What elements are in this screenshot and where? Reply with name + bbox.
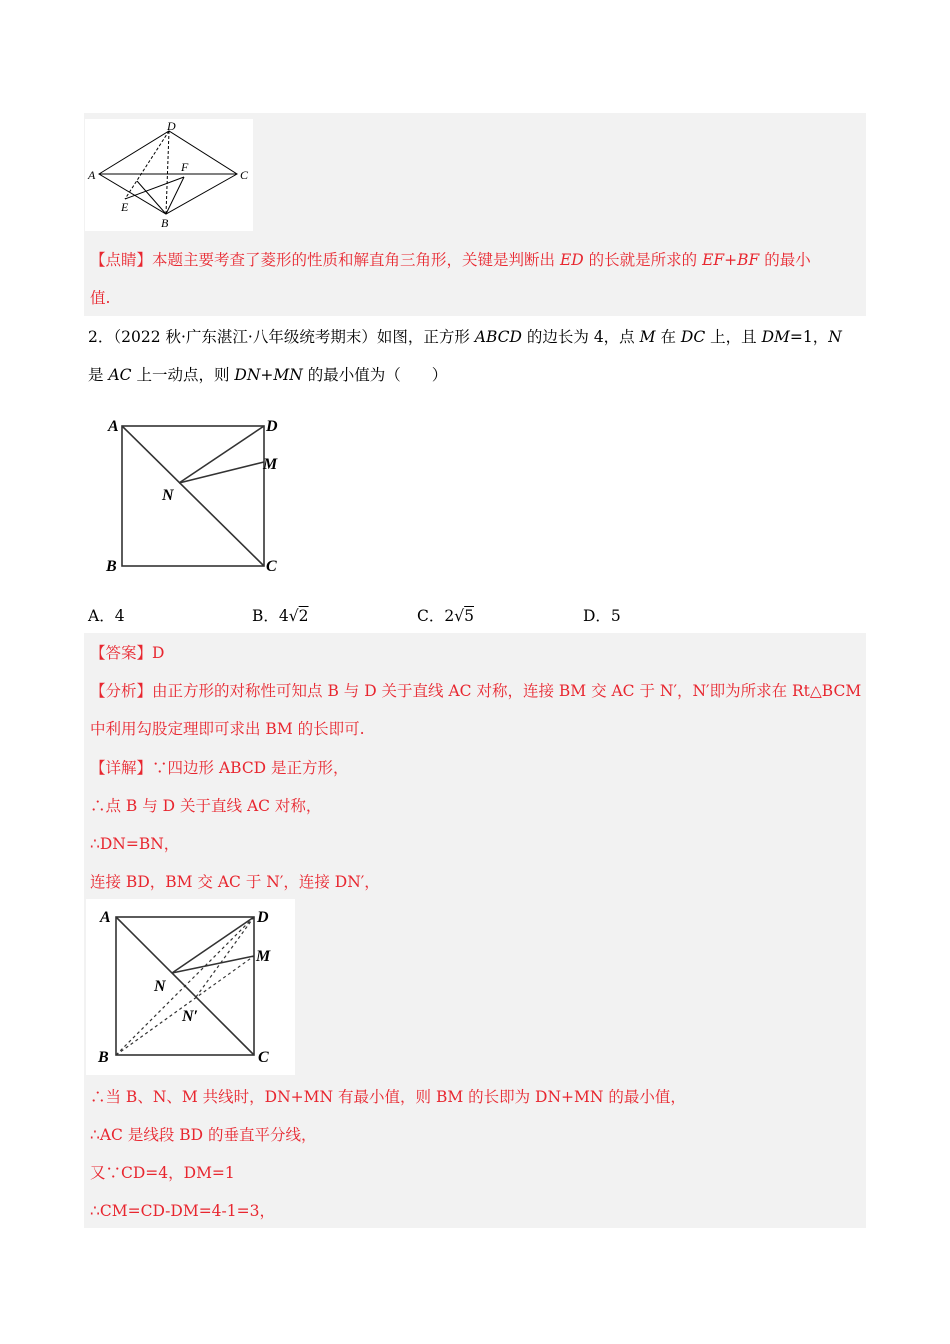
detail-line-8: ∴CM=CD-DM=4-1=3， [90, 1202, 275, 1220]
detail-line-5: ∴当 B、N、M 共线时，DN+MN 有最小值，则 BM 的长即为 DN+MN 的最小值， [90, 1088, 686, 1106]
label-C: C [258, 1049, 269, 1066]
analysis-line-1: 【分析】由正方形的对称性可知点 B 与 D 关于直线 AC 对称，连接 BM 交 AC 于 N′，N′即为所求在 Rt△BCM [90, 682, 862, 700]
label-C: C [240, 168, 249, 182]
note-line-2: 值. [90, 289, 111, 307]
analysis-line-2: 中利用勾股定理即可求出 BM 的长即可. [90, 720, 365, 738]
detail-line-1: 【详解】∵四边形 ABCD 是正方形， [90, 759, 349, 777]
question-line-2: 是 AC 上一动点，则 DN+MN 的最小值为（ ） [88, 366, 448, 384]
rhombus-figure [85, 119, 253, 231]
label-B: B [106, 558, 117, 575]
detail-line-2: ∴点 B 与 D 关于直线 AC 对称， [90, 797, 322, 815]
note-line-1: 【点睛】本题主要考查了菱形的性质和解直角三角形，关键是判断出 ED 的长就是所求的 EF+BF 的最小 [90, 251, 811, 269]
label-A: A [108, 418, 119, 435]
answer-line: 【答案】D [90, 644, 165, 662]
label-F: F [181, 160, 189, 174]
label-N: N [154, 978, 166, 995]
option-a[interactable]: A．4 [88, 607, 125, 625]
detail-line-4: 连接 BD，BM 交 AC 于 N′，连接 DN′， [90, 873, 380, 891]
label-D: D [257, 909, 269, 926]
question-line-1: 2．（2022 秋·广东湛江·八年级统考期末）如图，正方形 ABCD 的边长为 4，点 M 在 DC 上，且 DM=1，N [88, 328, 842, 346]
label-D: D [167, 119, 176, 133]
detail-line-3: ∴DN=BN， [90, 835, 180, 853]
label-B: B [98, 1049, 109, 1066]
detail-line-6: ∴AC 是线段 BD 的垂直平分线， [90, 1126, 317, 1144]
square-figure-question [100, 412, 300, 580]
option-d[interactable]: D．5 [583, 607, 621, 625]
label-A: A [100, 909, 111, 926]
label-M: M [256, 948, 271, 965]
label-N: N [162, 487, 174, 504]
detail-line-7: 又∵CD=4，DM=1 [90, 1164, 235, 1182]
label-M: M [263, 456, 278, 473]
option-b[interactable]: B．4√2 [252, 607, 309, 625]
option-c[interactable]: C．2√5 [417, 607, 474, 625]
label-B: B [161, 216, 169, 230]
label-A: A [88, 168, 96, 182]
label-E: E [121, 200, 129, 214]
label-N-prime: N′ [182, 1008, 199, 1025]
label-D: D [266, 418, 278, 435]
label-C: C [266, 558, 277, 575]
square-figure-solution [86, 899, 295, 1075]
